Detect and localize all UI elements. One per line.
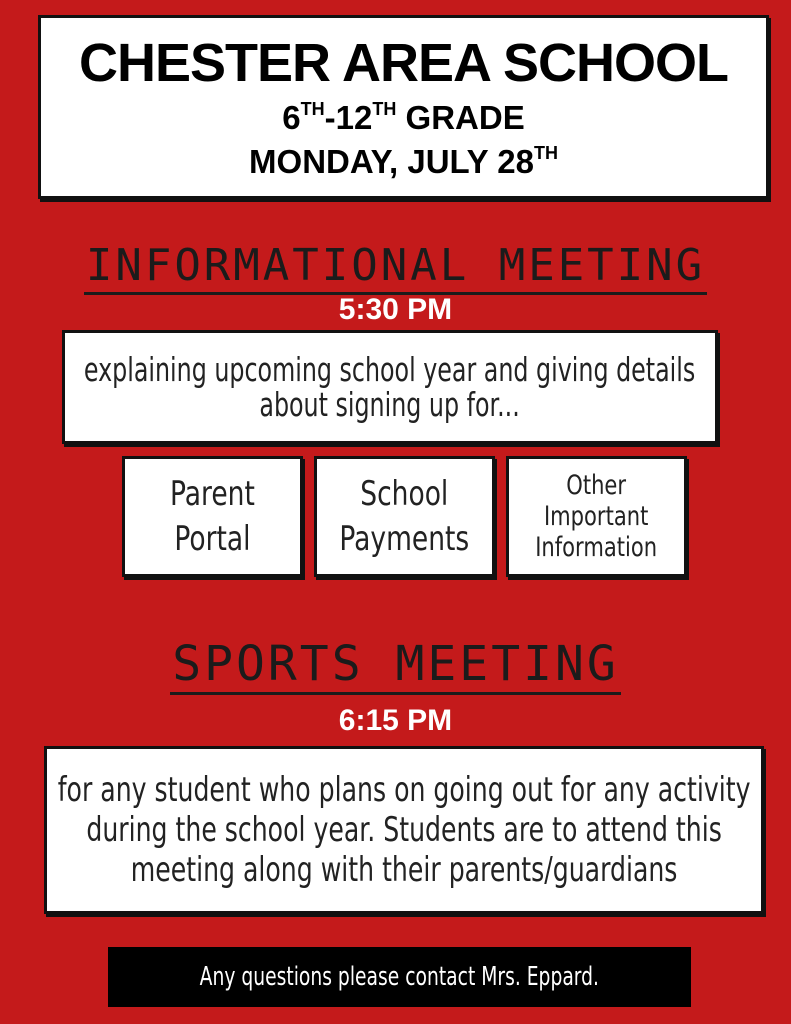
- topic-label: [170, 472, 255, 562]
- informational-meeting-heading: [0, 240, 791, 295]
- topic-label-line: Portal: [174, 518, 251, 559]
- sports-description: [58, 770, 751, 890]
- school-name: CHESTER AREA SCHOOL: [78, 33, 729, 93]
- informational-meeting-time: 5:30 PM: [338, 293, 453, 326]
- sports-meeting-heading-text: SPORTS MEETING: [170, 640, 621, 695]
- topic-parent-portal: [122, 456, 303, 577]
- sports-description-line: during the school year. Students are to attend this: [86, 810, 722, 850]
- grade-start-suffix: TH: [300, 99, 325, 119]
- sports-meeting-heading: [0, 636, 791, 695]
- informational-description: [84, 352, 695, 422]
- sports-description-line: for any student who plans on going out for any activity: [57, 770, 751, 810]
- meeting-date: MONDAY, JULY 28: [249, 143, 534, 180]
- sports-meeting-time: 6:15 PM: [338, 704, 453, 737]
- grade-separator: -12: [324, 99, 373, 136]
- header-box: [38, 15, 769, 199]
- topic-other-information: [506, 456, 687, 577]
- topic-label-line: Information: [535, 532, 658, 563]
- informational-description-line: about signing up for...: [259, 385, 521, 424]
- contact-bar: [108, 947, 691, 1007]
- topic-label-line: Parent: [170, 473, 255, 514]
- topic-label-line: School: [360, 473, 449, 514]
- topic-label-line: Payments: [339, 518, 470, 559]
- date-line: [41, 140, 766, 184]
- grade-start: 6: [282, 99, 301, 136]
- topic-label-line: Other: [566, 470, 627, 501]
- informational-meeting-heading-text: INFORMATIONAL MEETING: [84, 244, 707, 295]
- grade-line: [41, 96, 766, 140]
- grade-label: GRADE: [396, 99, 525, 136]
- contact-text: Any questions please contact Mrs. Eppard.: [199, 962, 600, 992]
- topic-label: [340, 472, 470, 562]
- informational-description-line: explaining upcoming school year and giving details: [84, 350, 696, 389]
- topic-school-payments: [314, 456, 495, 577]
- sports-description-box: [44, 746, 764, 914]
- date-suffix: TH: [533, 143, 558, 163]
- topic-label: [536, 470, 658, 563]
- grade-end-suffix: TH: [372, 99, 397, 119]
- topic-label-line: Important: [544, 501, 649, 532]
- informational-description-box: [62, 330, 718, 444]
- sports-description-line: meeting along with their parents/guardians: [130, 850, 678, 890]
